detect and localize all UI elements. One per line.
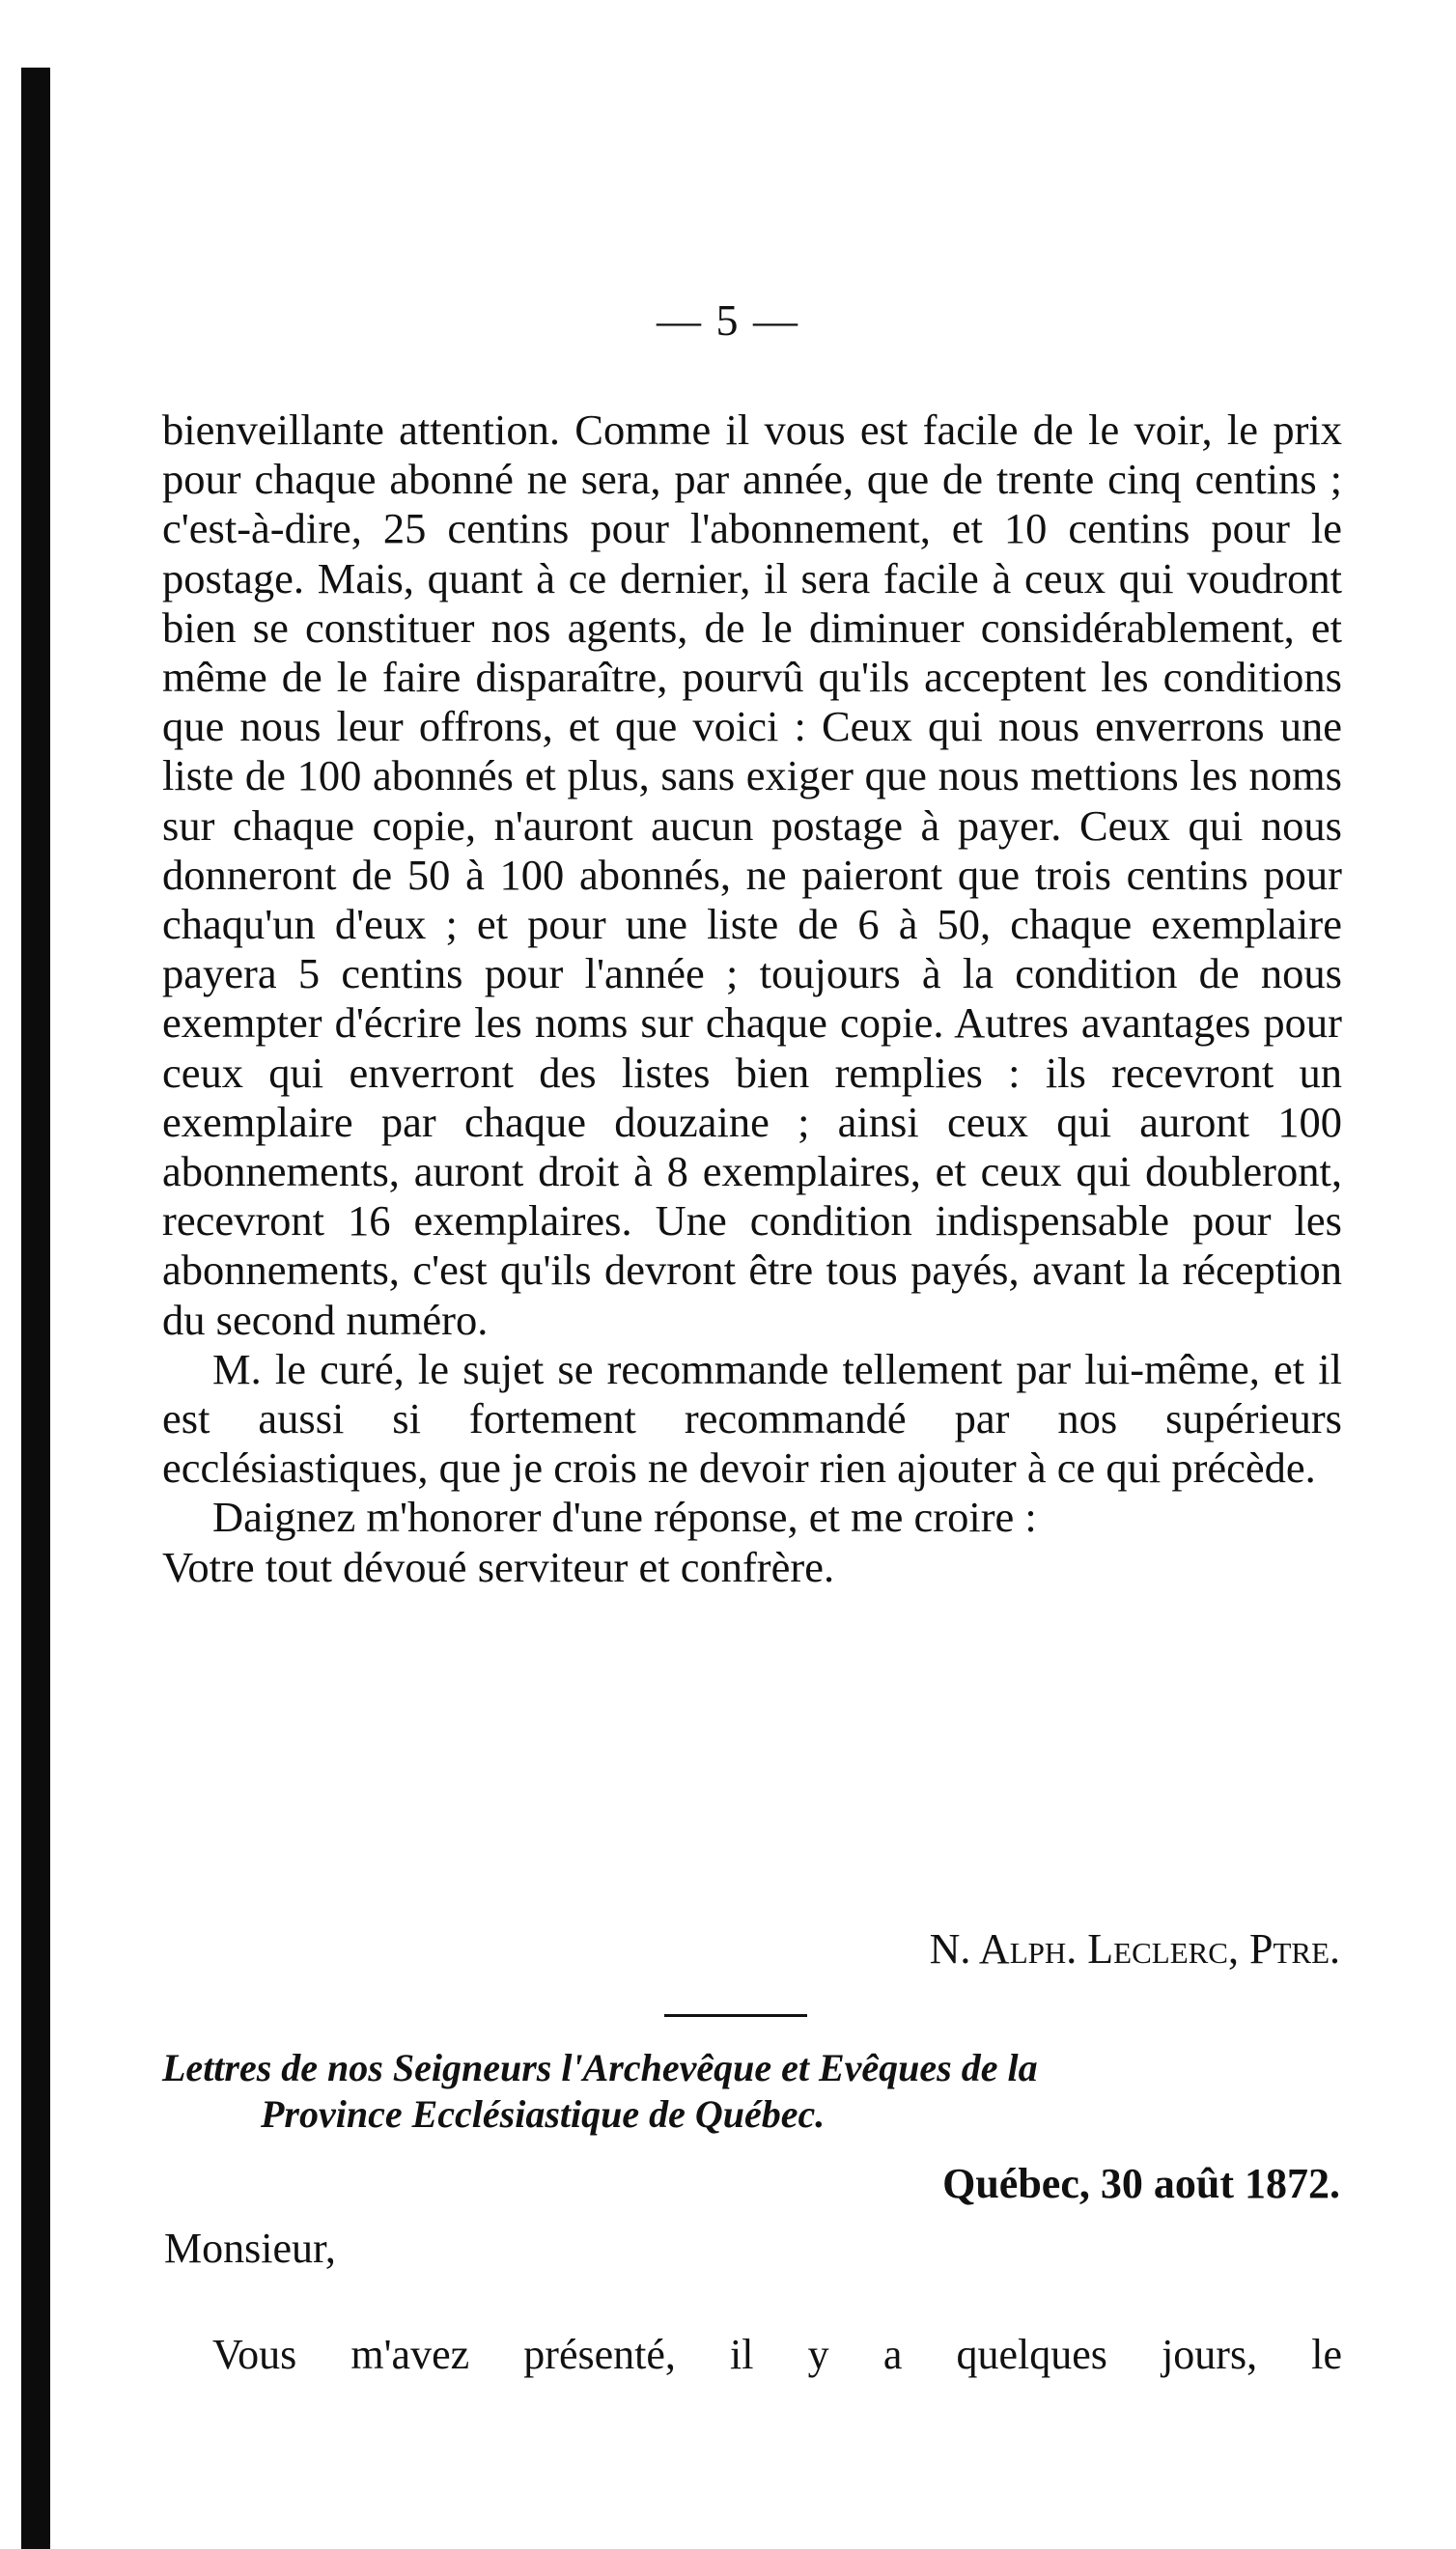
letter-opening: Vous m'avez présenté, il y a quelques jours, le [212,2331,1342,2378]
closing-line: Votre tout dévoué serviteur et confrère. [162,1542,835,1591]
paragraph-request-reply: Daignez m'honorer d'une réponse, et me croire : [212,1493,1037,1542]
letter-salutation: Monsieur, [164,2225,336,2272]
page-number: — 5 — [657,295,799,345]
section-divider [664,2014,807,2017]
signature-text: N. Alph. Leclerc, Ptre. [929,1925,1340,1973]
letters-heading-line-1: Lettres de nos Seigneurs l'Archevêque et Evêques de la [162,2046,1038,2089]
paragraph-subscription-terms: bienveillante attention. Comme il vous est facile de le voir, le prix pour chaque abonné ne sera, par année, que de trente cinq centins ; c'est-à-dire, 25 centins pour l'abonnement, et 10 centins pour le postage. Mais, quant à ce dernier, il sera facile à ceux qui voudront bien se constituer nos agents, de le diminuer considérablement, et même de le faire disparaître, pourvû qu'ils acceptent les conditions que nous leur offrons, et que voici : Ceux qui nous enverrons une liste de 100 abonnés et plus, sans exiger que nous mettions les noms sur chaque copie, n'auront aucun postage à payer. Ceux qui nous donneront de 50 à 100 abonnés, ne paieront que trois centins pour chaqu'un d'eux ; et pour une liste de 6 à 50, chaque exemplaire payera 5 centins pour l'année ; toujours à la condition de nous exempter d'écrire les noms sur chaque copie. Autres avantages pour ceux qui enverront des listes bien remplies : ils recevront un exemplaire par chaque douzaine ; ainsi ceux qui auront 100 abonnements, auront droit à 8 exemplaires, et ceux qui doubleront, recevront 16 exemplaires. Une condition indispensable pour les abonnements, c'est qu'ils devront être tous payés, avant la réception du second numéro. [162,406,1342,1344]
letters-heading-line-2: Province Ecclésiastique de Québec. [261,2092,826,2136]
letter-date: Québec, 30 août 1872. [942,2160,1340,2207]
letters-heading [162,2045,1342,2138]
signature [930,1924,1340,1974]
main-text [162,406,1342,1592]
paragraph-recommendation: M. le curé, le sujet se recommande tellement par lui-même, et il est aussi si fortement recommandé par nos supérieurs ecclésiastiques, que je crois ne devoir rien ajouter à ce qui précède. [162,1344,1342,1493]
page-binding-edge [21,68,50,2549]
